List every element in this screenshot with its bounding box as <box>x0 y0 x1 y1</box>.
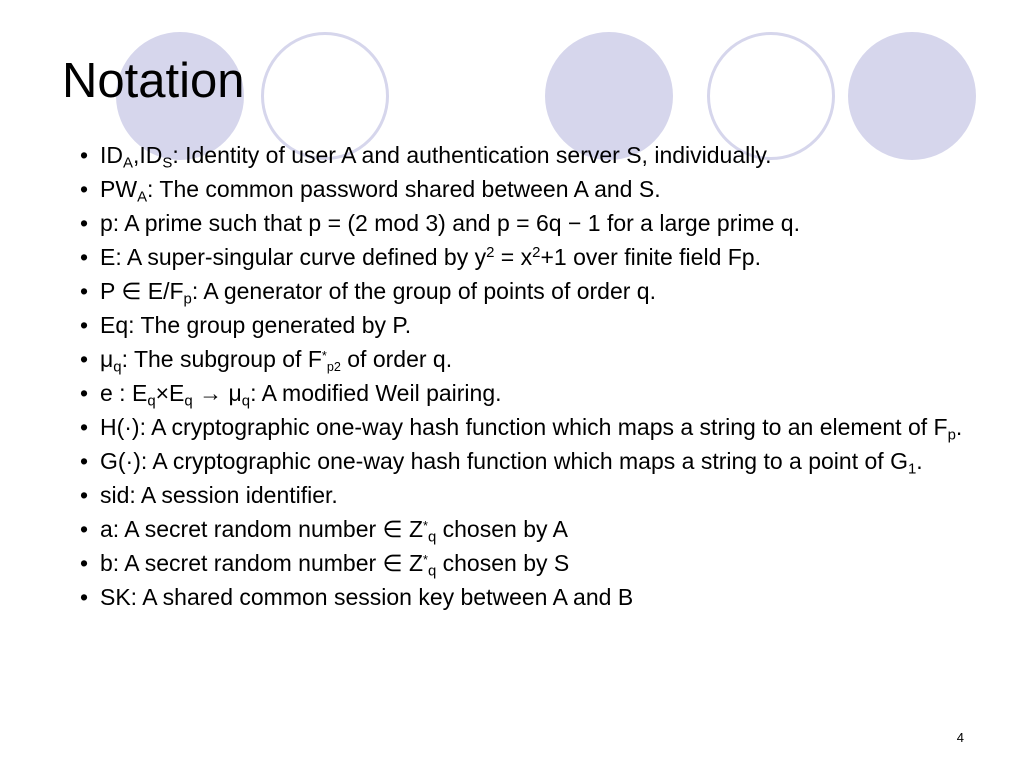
sub-pair-3: q <box>241 392 251 410</box>
sub-pair-1: q <box>147 392 156 410</box>
text-mu-2: : The subgroup of F <box>121 346 322 372</box>
sub-gen: p <box>183 290 192 308</box>
text-sid: sid: A session identifier. <box>100 482 338 508</box>
text-g-2: . <box>916 448 923 474</box>
sup-mu: * <box>321 349 327 364</box>
text-gen-1: P ∈ E/F <box>100 278 184 304</box>
item-hash-h <box>60 414 980 444</box>
text-curve-1: E: A super-singular curve defined by y <box>100 244 487 270</box>
sup-b: * <box>423 553 428 568</box>
sub-pair-2: q <box>184 392 193 410</box>
text-pw: PW <box>100 176 138 202</box>
text-curve-2: = x <box>494 244 533 270</box>
text-gen-2: : A generator of the group of points of order q. <box>191 278 656 304</box>
page-number: 4 <box>956 730 964 745</box>
decor-circle-ring-1 <box>261 32 389 160</box>
text-ids: ,ID <box>132 142 163 168</box>
item-session-key <box>60 584 980 611</box>
text-id-desc: : Identity of user A and authentication server S, individually. <box>172 142 772 168</box>
text-g-1: G(·): A cryptographic one-way hash function which maps a string to a point of G <box>100 448 908 474</box>
text-a-2: chosen by A <box>436 516 568 542</box>
sub-g: 1 <box>907 460 917 478</box>
notation-list <box>60 142 980 618</box>
sup-curve-2: 2 <box>532 243 541 261</box>
decor-circle-filled-3 <box>848 32 976 160</box>
item-hash-g <box>60 448 980 478</box>
item-curve <box>60 244 980 271</box>
item-subgroup <box>60 346 980 376</box>
text-mu-3: of order q. <box>340 346 453 372</box>
text-pair-2: ×E <box>155 380 185 406</box>
item-generator <box>60 278 980 308</box>
text-sk: SK: A shared common session key between A and B <box>100 584 634 610</box>
sub-pw: A <box>137 188 148 206</box>
text-a-1: a: A secret random number ∈ Z <box>100 516 424 542</box>
item-session-id <box>60 482 980 509</box>
sub-mu: q <box>113 358 122 376</box>
text-b-1: b: A secret random number ∈ Z <box>100 550 424 576</box>
sub-a-q: q <box>427 528 437 546</box>
decor-circle-filled-2 <box>545 32 673 160</box>
text-pair-3: → μ <box>192 380 242 406</box>
text-pw-desc: : The common password shared between A and S. <box>147 176 661 202</box>
text-pair-1: e : E <box>100 380 148 406</box>
sub-a: A <box>123 154 133 172</box>
decor-circle-ring-2 <box>707 32 835 160</box>
item-secret-b <box>60 550 980 580</box>
sup-a: * <box>423 519 428 534</box>
sub-h: p <box>947 426 956 444</box>
text-ida: ID <box>100 142 123 168</box>
item-group <box>60 312 980 339</box>
item-identities <box>60 142 980 172</box>
item-password <box>60 176 980 206</box>
text-curve-3: +1 over finite field Fp. <box>540 244 761 270</box>
text-b-2: chosen by S <box>436 550 570 576</box>
sub-b-q: q <box>427 562 437 580</box>
text-h-2: . <box>955 414 963 440</box>
slide-title: Notation <box>62 54 245 108</box>
text-pair-4: : A modified Weil pairing. <box>250 380 502 406</box>
item-secret-a <box>60 516 980 546</box>
item-pairing <box>60 380 980 410</box>
text-group: Eq: The group generated by P. <box>100 312 412 338</box>
sup-curve-1: 2 <box>486 243 495 261</box>
sub-mu-2: p2 <box>326 359 341 374</box>
sub-s: S <box>162 154 173 172</box>
text-mu-1: μ <box>100 346 114 372</box>
text-h-1: H(·): A cryptographic one-way hash function which maps a string to an element of F <box>100 414 948 440</box>
text-prime: p: A prime such that p = (2 mod 3) and p = 6q − 1 for a large prime q. <box>100 210 800 236</box>
item-prime <box>60 210 980 237</box>
